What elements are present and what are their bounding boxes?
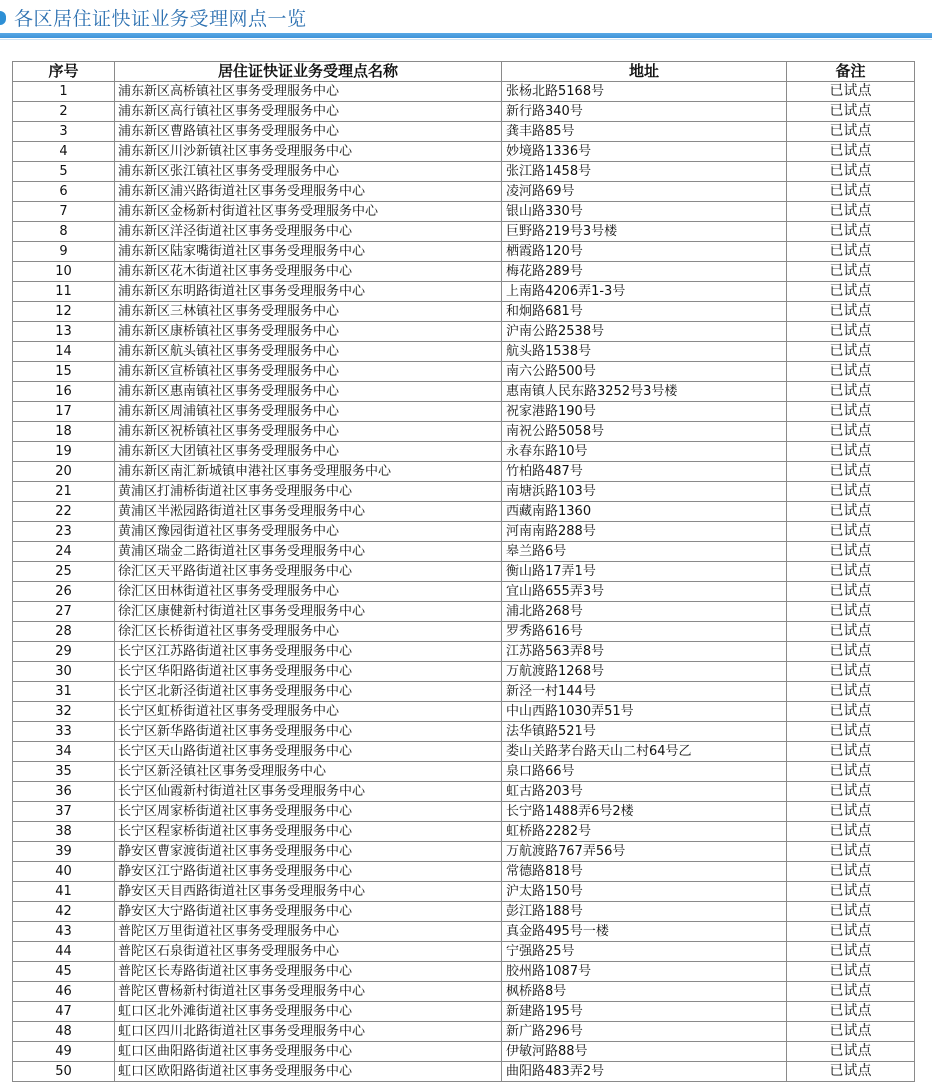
cell-note: 已试点 (787, 982, 915, 1002)
cell-address: 长宁路1488弄6号2楼 (502, 802, 787, 822)
cell-name: 普陀区万里街道社区事务受理服务中心 (115, 922, 502, 942)
cell-name: 长宁区仙霞新村街道社区事务受理服务中心 (115, 782, 502, 802)
cell-name: 普陀区石泉街道社区事务受理服务中心 (115, 942, 502, 962)
table-row (13, 182, 915, 202)
table-row (13, 762, 915, 782)
cell-address: 伊敏河路88号 (502, 1042, 787, 1062)
table-row (13, 822, 915, 842)
cell-index: 44 (13, 942, 115, 962)
cell-note: 已试点 (787, 782, 915, 802)
cell-address: 万航渡路1268号 (502, 662, 787, 682)
table-row (13, 602, 915, 622)
table-row (13, 942, 915, 962)
service-points-table (12, 61, 915, 1082)
table-row (13, 622, 915, 642)
cell-index: 6 (13, 182, 115, 202)
cell-address: 南塘浜路103号 (502, 482, 787, 502)
cell-note: 已试点 (787, 242, 915, 262)
cell-name: 长宁区新华路街道社区事务受理服务中心 (115, 722, 502, 742)
table-row (13, 722, 915, 742)
cell-index: 10 (13, 262, 115, 282)
cell-note: 已试点 (787, 362, 915, 382)
table-row (13, 562, 915, 582)
cell-index: 43 (13, 922, 115, 942)
cell-name: 浦东新区南汇新城镇申港社区事务受理服务中心 (115, 462, 502, 482)
cell-address: 常德路818号 (502, 862, 787, 882)
cell-address: 上南路4206弄1-3号 (502, 282, 787, 302)
cell-index: 5 (13, 162, 115, 182)
cell-note: 已试点 (787, 942, 915, 962)
cell-name: 长宁区虹桥街道社区事务受理服务中心 (115, 702, 502, 722)
cell-address: 枫桥路8号 (502, 982, 787, 1002)
cell-address: 张杨北路5168号 (502, 82, 787, 102)
cell-note: 已试点 (787, 482, 915, 502)
table-row (13, 402, 915, 422)
cell-name: 浦东新区东明路街道社区事务受理服务中心 (115, 282, 502, 302)
cell-address: 新泾一村144号 (502, 682, 787, 702)
cell-note: 已试点 (787, 1062, 915, 1082)
cell-index: 14 (13, 342, 115, 362)
cell-index: 36 (13, 782, 115, 802)
cell-note: 已试点 (787, 502, 915, 522)
cell-address: 梅花路289号 (502, 262, 787, 282)
cell-index: 47 (13, 1002, 115, 1022)
cell-name: 长宁区程家桥街道社区事务受理服务中心 (115, 822, 502, 842)
table-row (13, 162, 915, 182)
cell-index: 27 (13, 602, 115, 622)
table-row (13, 882, 915, 902)
cell-note: 已试点 (787, 182, 915, 202)
table-row (13, 642, 915, 662)
cell-note: 已试点 (787, 422, 915, 442)
table-row (13, 362, 915, 382)
cell-address: 娄山关路茅台路天山二村64号乙 (502, 742, 787, 762)
cell-address: 南六公路500号 (502, 362, 787, 382)
cell-note: 已试点 (787, 802, 915, 822)
cell-address: 南祝公路5058号 (502, 422, 787, 442)
cell-note: 已试点 (787, 1002, 915, 1022)
cell-note: 已试点 (787, 302, 915, 322)
cell-note: 已试点 (787, 442, 915, 462)
cell-name: 静安区曹家渡街道社区事务受理服务中心 (115, 842, 502, 862)
cell-address: 法华镇路521号 (502, 722, 787, 742)
table-row (13, 482, 915, 502)
cell-note: 已试点 (787, 222, 915, 242)
cell-name: 长宁区华阳路街道社区事务受理服务中心 (115, 662, 502, 682)
cell-note: 已试点 (787, 822, 915, 842)
header-divider (0, 33, 932, 38)
cell-name: 浦东新区宣桥镇社区事务受理服务中心 (115, 362, 502, 382)
cell-index: 31 (13, 682, 115, 702)
table-row (13, 462, 915, 482)
cell-note: 已试点 (787, 462, 915, 482)
cell-note: 已试点 (787, 582, 915, 602)
cell-index: 33 (13, 722, 115, 742)
cell-name: 浦东新区惠南镇社区事务受理服务中心 (115, 382, 502, 402)
cell-name: 浦东新区金杨新村街道社区事务受理服务中心 (115, 202, 502, 222)
cell-name: 静安区天目西路街道社区事务受理服务中心 (115, 882, 502, 902)
cell-index: 20 (13, 462, 115, 482)
cell-name: 浦东新区三林镇社区事务受理服务中心 (115, 302, 502, 322)
cell-name: 黄浦区打浦桥街道社区事务受理服务中心 (115, 482, 502, 502)
cell-note: 已试点 (787, 902, 915, 922)
cell-address: 永春东路10号 (502, 442, 787, 462)
cell-note: 已试点 (787, 102, 915, 122)
cell-note: 已试点 (787, 522, 915, 542)
cell-note: 已试点 (787, 862, 915, 882)
cell-name: 黄浦区瑞金二路街道社区事务受理服务中心 (115, 542, 502, 562)
cell-address: 衡山路17弄1号 (502, 562, 787, 582)
cell-note: 已试点 (787, 922, 915, 942)
cell-note: 已试点 (787, 622, 915, 642)
cell-index: 34 (13, 742, 115, 762)
cell-name: 徐汇区田林街道社区事务受理服务中心 (115, 582, 502, 602)
cell-address: 航头路1538号 (502, 342, 787, 362)
cell-address: 沪太路150号 (502, 882, 787, 902)
cell-index: 24 (13, 542, 115, 562)
cell-name: 长宁区北新泾街道社区事务受理服务中心 (115, 682, 502, 702)
cell-index: 17 (13, 402, 115, 422)
cell-index: 19 (13, 442, 115, 462)
table-row (13, 842, 915, 862)
cell-index: 46 (13, 982, 115, 1002)
table-row (13, 982, 915, 1002)
cell-index: 37 (13, 802, 115, 822)
cell-index: 2 (13, 102, 115, 122)
cell-name: 浦东新区周浦镇社区事务受理服务中心 (115, 402, 502, 422)
cell-name: 长宁区新泾镇社区事务受理服务中心 (115, 762, 502, 782)
cell-name: 普陀区曹杨新村街道社区事务受理服务中心 (115, 982, 502, 1002)
cell-index: 1 (13, 82, 115, 102)
cell-address: 胶州路1087号 (502, 962, 787, 982)
table-row (13, 1062, 915, 1082)
cell-index: 35 (13, 762, 115, 782)
cell-address: 虹古路203号 (502, 782, 787, 802)
cell-note: 已试点 (787, 682, 915, 702)
cell-index: 30 (13, 662, 115, 682)
cell-address: 巨野路219号3号楼 (502, 222, 787, 242)
cell-index: 32 (13, 702, 115, 722)
cell-address: 泉口路66号 (502, 762, 787, 782)
header-index: 序号 (13, 62, 115, 82)
cell-name: 浦东新区康桥镇社区事务受理服务中心 (115, 322, 502, 342)
table-row (13, 742, 915, 762)
cell-index: 16 (13, 382, 115, 402)
cell-index: 50 (13, 1062, 115, 1082)
header-divider-thin (0, 39, 932, 40)
table-row (13, 202, 915, 222)
cell-note: 已试点 (787, 722, 915, 742)
cell-index: 41 (13, 882, 115, 902)
cell-address: 竹柏路487号 (502, 462, 787, 482)
table-row (13, 802, 915, 822)
table-row (13, 82, 915, 102)
cell-index: 48 (13, 1022, 115, 1042)
table-body (13, 82, 915, 1082)
cell-address: 曲阳路483弄2号 (502, 1062, 787, 1082)
cell-name: 黄浦区豫园街道社区事务受理服务中心 (115, 522, 502, 542)
cell-name: 浦东新区曹路镇社区事务受理服务中心 (115, 122, 502, 142)
cell-name: 普陀区长寿路街道社区事务受理服务中心 (115, 962, 502, 982)
cell-name: 长宁区周家桥街道社区事务受理服务中心 (115, 802, 502, 822)
cell-name: 浦东新区洋泾街道社区事务受理服务中心 (115, 222, 502, 242)
cell-index: 7 (13, 202, 115, 222)
cell-note: 已试点 (787, 382, 915, 402)
cell-note: 已试点 (787, 162, 915, 182)
cell-address: 新行路340号 (502, 102, 787, 122)
cell-address: 宁强路25号 (502, 942, 787, 962)
cell-address: 浦北路268号 (502, 602, 787, 622)
table-row (13, 142, 915, 162)
cell-address: 新建路195号 (502, 1002, 787, 1022)
cell-name: 虹口区北外滩街道社区事务受理服务中心 (115, 1002, 502, 1022)
table-row (13, 582, 915, 602)
table-header-row (13, 62, 915, 82)
table-row (13, 122, 915, 142)
cell-note: 已试点 (787, 882, 915, 902)
cell-note: 已试点 (787, 1022, 915, 1042)
cell-note: 已试点 (787, 142, 915, 162)
cell-index: 29 (13, 642, 115, 662)
cell-note: 已试点 (787, 342, 915, 362)
table-row (13, 662, 915, 682)
table-row (13, 962, 915, 982)
cell-note: 已试点 (787, 402, 915, 422)
cell-name: 浦东新区高桥镇社区事务受理服务中心 (115, 82, 502, 102)
cell-index: 8 (13, 222, 115, 242)
cell-address: 彭江路188号 (502, 902, 787, 922)
table-row (13, 302, 915, 322)
cell-note: 已试点 (787, 962, 915, 982)
cell-index: 25 (13, 562, 115, 582)
cell-note: 已试点 (787, 202, 915, 222)
header-name: 居住证快证业务受理点名称 (115, 62, 502, 82)
cell-note: 已试点 (787, 642, 915, 662)
cell-note: 已试点 (787, 842, 915, 862)
table-row (13, 342, 915, 362)
cell-address: 银山路330号 (502, 202, 787, 222)
table-row (13, 702, 915, 722)
table-row (13, 922, 915, 942)
page-header (0, 0, 932, 40)
table-row (13, 242, 915, 262)
cell-name: 静安区大宁路街道社区事务受理服务中心 (115, 902, 502, 922)
cell-address: 栖霞路120号 (502, 242, 787, 262)
cell-address: 万航渡路767弄56号 (502, 842, 787, 862)
cell-address: 皋兰路6号 (502, 542, 787, 562)
table-row (13, 262, 915, 282)
cell-address: 真金路495号一楼 (502, 922, 787, 942)
cell-note: 已试点 (787, 322, 915, 342)
header-accent-marker (0, 11, 6, 25)
cell-address: 妙境路1336号 (502, 142, 787, 162)
cell-index: 26 (13, 582, 115, 602)
cell-name: 虹口区四川北路街道社区事务受理服务中心 (115, 1022, 502, 1042)
header-address: 地址 (502, 62, 787, 82)
cell-name: 浦东新区祝桥镇社区事务受理服务中心 (115, 422, 502, 442)
table-row (13, 782, 915, 802)
cell-name: 长宁区天山路街道社区事务受理服务中心 (115, 742, 502, 762)
cell-note: 已试点 (787, 1042, 915, 1062)
cell-index: 39 (13, 842, 115, 862)
cell-name: 虹口区欧阳路街道社区事务受理服务中心 (115, 1062, 502, 1082)
table-row (13, 902, 915, 922)
cell-note: 已试点 (787, 282, 915, 302)
cell-address: 江苏路563弄8号 (502, 642, 787, 662)
cell-name: 虹口区曲阳路街道社区事务受理服务中心 (115, 1042, 502, 1062)
cell-name: 浦东新区高行镇社区事务受理服务中心 (115, 102, 502, 122)
cell-address: 和炯路681号 (502, 302, 787, 322)
cell-index: 28 (13, 622, 115, 642)
cell-index: 15 (13, 362, 115, 382)
cell-index: 12 (13, 302, 115, 322)
cell-name: 徐汇区康健新村街道社区事务受理服务中心 (115, 602, 502, 622)
cell-index: 38 (13, 822, 115, 842)
cell-index: 18 (13, 422, 115, 442)
cell-note: 已试点 (787, 762, 915, 782)
cell-name: 长宁区江苏路街道社区事务受理服务中心 (115, 642, 502, 662)
service-points-table-container (12, 61, 914, 1082)
cell-index: 9 (13, 242, 115, 262)
table-row (13, 522, 915, 542)
cell-address: 罗秀路616号 (502, 622, 787, 642)
cell-note: 已试点 (787, 562, 915, 582)
page-title: 各区居住证快证业务受理网点一览 (14, 8, 307, 30)
cell-note: 已试点 (787, 602, 915, 622)
cell-address: 河南南路288号 (502, 522, 787, 542)
cell-note: 已试点 (787, 122, 915, 142)
table-row (13, 442, 915, 462)
cell-address: 中山西路1030弄51号 (502, 702, 787, 722)
cell-index: 4 (13, 142, 115, 162)
table-row (13, 282, 915, 302)
cell-address: 新广路296号 (502, 1022, 787, 1042)
cell-name: 浦东新区张江镇社区事务受理服务中心 (115, 162, 502, 182)
cell-address: 张江路1458号 (502, 162, 787, 182)
cell-address: 祝家港路190号 (502, 402, 787, 422)
header-note: 备注 (787, 62, 915, 82)
table-row (13, 502, 915, 522)
cell-note: 已试点 (787, 82, 915, 102)
cell-index: 23 (13, 522, 115, 542)
cell-name: 静安区江宁路街道社区事务受理服务中心 (115, 862, 502, 882)
table-row (13, 862, 915, 882)
cell-name: 徐汇区天平路街道社区事务受理服务中心 (115, 562, 502, 582)
table-row (13, 682, 915, 702)
cell-index: 21 (13, 482, 115, 502)
table-row (13, 222, 915, 242)
cell-index: 3 (13, 122, 115, 142)
cell-address: 龚丰路85号 (502, 122, 787, 142)
cell-index: 40 (13, 862, 115, 882)
cell-note: 已试点 (787, 702, 915, 722)
cell-note: 已试点 (787, 542, 915, 562)
cell-name: 浦东新区陆家嘴街道社区事务受理服务中心 (115, 242, 502, 262)
cell-index: 11 (13, 282, 115, 302)
cell-index: 13 (13, 322, 115, 342)
cell-address: 沪南公路2538号 (502, 322, 787, 342)
cell-note: 已试点 (787, 662, 915, 682)
cell-index: 22 (13, 502, 115, 522)
table-row (13, 382, 915, 402)
cell-address: 宜山路655弄3号 (502, 582, 787, 602)
table-row (13, 1042, 915, 1062)
cell-note: 已试点 (787, 262, 915, 282)
cell-address: 虹桥路2282号 (502, 822, 787, 842)
cell-index: 49 (13, 1042, 115, 1062)
cell-address: 凌河路69号 (502, 182, 787, 202)
cell-name: 浦东新区航头镇社区事务受理服务中心 (115, 342, 502, 362)
table-row (13, 542, 915, 562)
cell-name: 徐汇区长桥街道社区事务受理服务中心 (115, 622, 502, 642)
table-row (13, 422, 915, 442)
cell-name: 浦东新区花木街道社区事务受理服务中心 (115, 262, 502, 282)
table-row (13, 102, 915, 122)
cell-name: 黄浦区半淞园路街道社区事务受理服务中心 (115, 502, 502, 522)
table-row (13, 1002, 915, 1022)
cell-index: 42 (13, 902, 115, 922)
cell-note: 已试点 (787, 742, 915, 762)
table-row (13, 322, 915, 342)
cell-name: 浦东新区川沙新镇社区事务受理服务中心 (115, 142, 502, 162)
cell-address: 西藏南路1360 (502, 502, 787, 522)
table-row (13, 1022, 915, 1042)
cell-index: 45 (13, 962, 115, 982)
cell-name: 浦东新区浦兴路街道社区事务受理服务中心 (115, 182, 502, 202)
cell-name: 浦东新区大团镇社区事务受理服务中心 (115, 442, 502, 462)
cell-address: 惠南镇人民东路3252号3号楼 (502, 382, 787, 402)
